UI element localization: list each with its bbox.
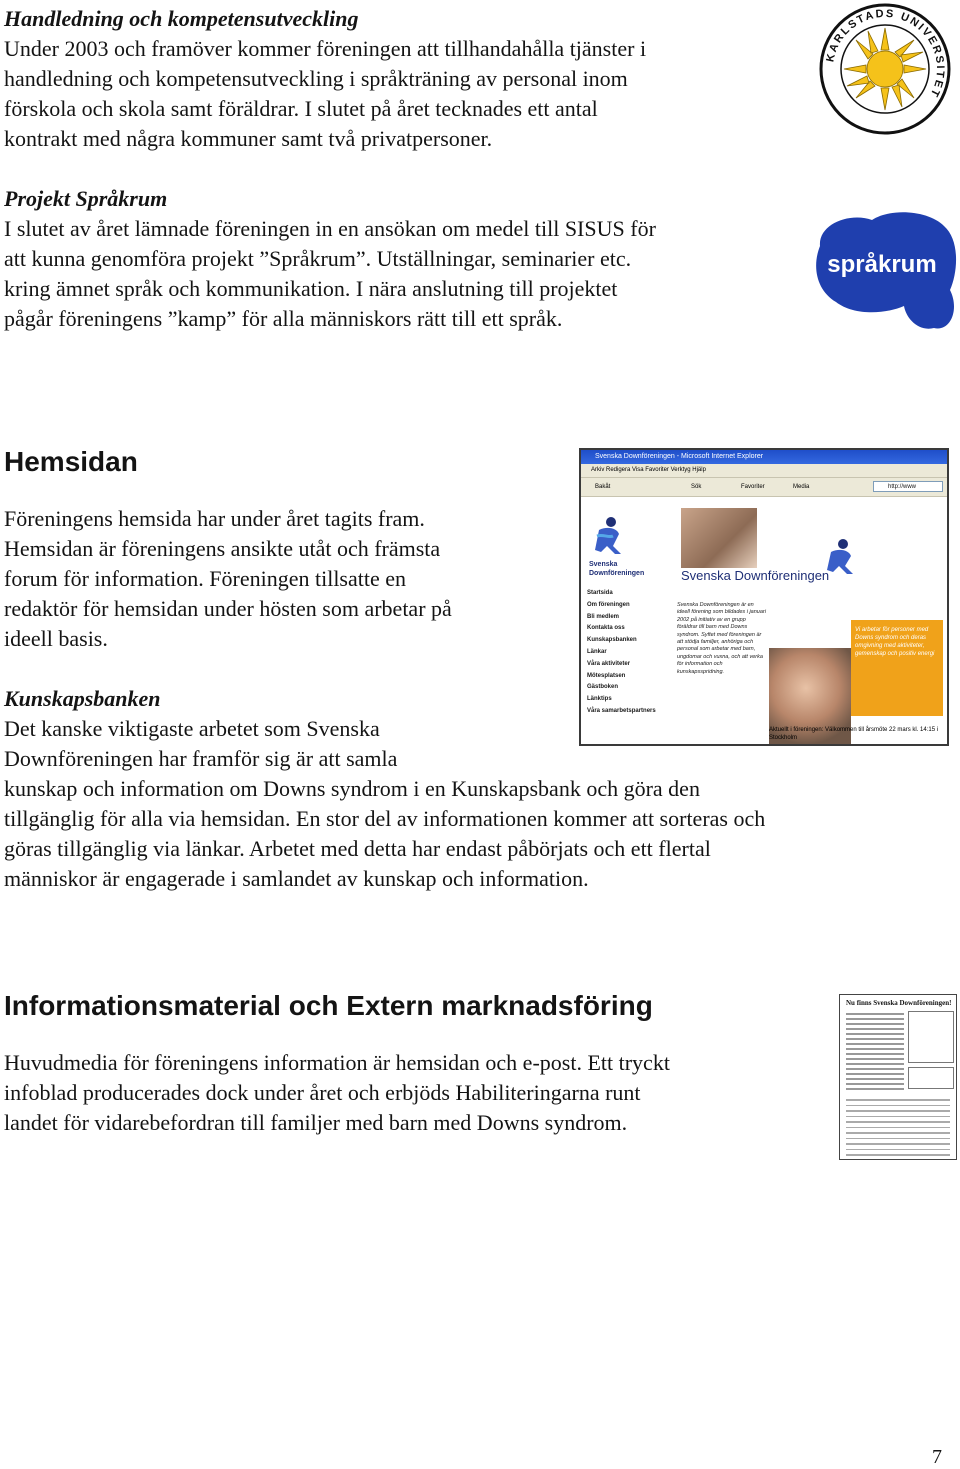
text-line: handledning och kompetensutveckling i språkträning av personal inom <box>4 66 628 91</box>
media-button: Media <box>793 484 810 490</box>
menu-bar: Arkiv Redigera Visa Favoriter Verktyg Hjälp <box>581 464 947 478</box>
text-line: att kunna genomföra projekt ”Språkrum”. Utställningar, seminarier etc. <box>4 246 632 271</box>
nav-item: Länkar <box>587 648 607 655</box>
heading-projekt-sprakrum: Projekt Språkrum <box>4 186 168 211</box>
nav-item: Kontakta oss <box>587 625 625 632</box>
text-line: kunskap och information om Downs syndrom i en Kunskapsbank och göra den <box>4 776 700 801</box>
nav-item: Gästboken <box>587 684 619 691</box>
text-line: Hemsidan är föreningens ansikte utåt och främsta <box>4 536 441 561</box>
heading-informationsmaterial: Informationsmaterial och Extern marknadsföring <box>4 990 653 1021</box>
nav-item: Länktips <box>587 696 612 703</box>
sprakrum-logo <box>810 206 960 334</box>
website-screenshot <box>579 448 949 746</box>
window-title: Svenska Downföreningen - Microsoft Internet Explorer <box>581 450 947 464</box>
text-line: människor är engagerade i samlandet av kunskap och information. <box>4 866 589 891</box>
page-number: 7 <box>932 1446 942 1468</box>
heading-handledning: Handledning och kompetensutveckling <box>4 6 359 31</box>
text-line: Downföreningen har framför sig är att samla <box>4 746 398 771</box>
infoblad-text-lines <box>846 1013 904 1093</box>
browser-toolbar <box>581 478 947 497</box>
site-nav <box>587 588 673 718</box>
text-line: kring ämnet språk och kommunikation. I nära anslutning till projektet <box>4 276 618 301</box>
orange-info-box: Vi arbetar för personer med Downs syndrom och deras omgivning med aktiviteter, gemenskap och positiv energi <box>851 620 943 716</box>
infoblad-thumbnail <box>839 994 957 1160</box>
paragraph-handledning <box>4 34 646 154</box>
family-photo <box>681 508 757 568</box>
text-line: Det kanske viktigaste arbetet som Svenska <box>4 716 380 741</box>
nav-item: Mötesplatsen <box>587 672 626 679</box>
text-line: infoblad producerades dock under året och erbjöds Habiliteringarna runt <box>4 1080 641 1105</box>
text-line: kontrakt med några kommuner samt två privatpersoner. <box>4 126 493 151</box>
text-line: Under 2003 och framöver kommer föreningen att tillhandahålla tjänster i <box>4 36 647 61</box>
heading-hemsidan: Hemsidan <box>4 446 138 477</box>
text-line: Huvudmedia för föreningens information är hemsidan och e-post. Ett tryckt <box>4 1050 670 1075</box>
paragraph-hemsidan <box>4 504 452 654</box>
text-line: förskola och skola samt föräldrar. I slutet på året tecknades ett antal <box>4 96 598 121</box>
heading-kunskapsbanken: Kunskapsbanken <box>4 686 161 711</box>
text-line: landet för vidarebefordran till familjer med barn med Downs syndrom. <box>4 1110 628 1135</box>
nav-item: Startsida <box>587 590 613 596</box>
paragraph-sprakrum <box>4 214 656 334</box>
text-line: tillgänglig för alla via hemsidan. En stor del av informationen kommer att sorteras och <box>4 806 766 831</box>
text-line: Föreningens hemsida har under året tagits fram. <box>4 506 425 531</box>
search-button: Sök <box>691 484 702 490</box>
site-content <box>581 498 947 744</box>
text-line: pågår föreningens ”kamp” för alla människors rätt till ett språk. <box>4 306 563 331</box>
text-line: göras tillgänglig via länkar. Arbetet med detta har endast påbörjats och ett flertal <box>4 836 711 861</box>
nav-item: Kunskapsbanken <box>587 637 637 644</box>
address-bar: http://www <box>873 481 943 492</box>
text-line: forum för information. Föreningen tillsatte en <box>4 566 407 591</box>
site-title: Svenska Downföreningen <box>681 568 830 583</box>
infoblad-logo-box <box>908 1067 954 1089</box>
text-line: redaktör för hemsidan under hösten som arbetar på <box>4 596 452 621</box>
site-logo-text: Svenska Downföreningen <box>589 561 645 577</box>
nav-item: Våra samarbetspartners <box>587 707 656 714</box>
back-button: Bakåt <box>595 484 611 490</box>
nav-item: Våra aktiviteter <box>587 660 631 667</box>
svg-text:språkrum: språkrum <box>827 251 937 278</box>
paragraph-informationsmaterial <box>4 1048 670 1138</box>
favorites-button: Favoriter <box>741 484 765 490</box>
nav-item: Om föreningen <box>587 601 630 608</box>
site-logo-figure-icon <box>591 516 625 556</box>
site-header-figure-icon <box>825 538 859 576</box>
site-intro-text: Svenska Downföreningen är en ideell förening som bildades i januari 2002 på initiativ av en grupp föräldrar till barn med Downs syndrom. Syftet med föreningen är att stödja familjer, anhöriga och personal som arbetar med barn, ungdomar och vuxna, och att verka för information och kunskapsspridning. <box>677 602 766 675</box>
karlstad-university-logo <box>818 2 952 136</box>
infoblad-form-lines <box>846 1099 950 1160</box>
nav-item: Bli medlem <box>587 613 620 620</box>
infoblad-sidebar-box <box>908 1011 954 1063</box>
text-line: I slutet av året lämnade föreningen in en ansökan om medel till SISUS för <box>4 216 656 241</box>
text-line: ideell basis. <box>4 626 108 651</box>
site-news: Aktuellt i föreningen: Välkommen till årsmöte 22 mars kl. 14:15 i Stockholm <box>769 727 939 741</box>
svg-text:KARLSTADS UNIVERSITET: KARLSTADS UNIVERSITET <box>824 7 947 101</box>
infoblad-title: Nu finns Svenska Downföreningen! <box>846 999 952 1007</box>
